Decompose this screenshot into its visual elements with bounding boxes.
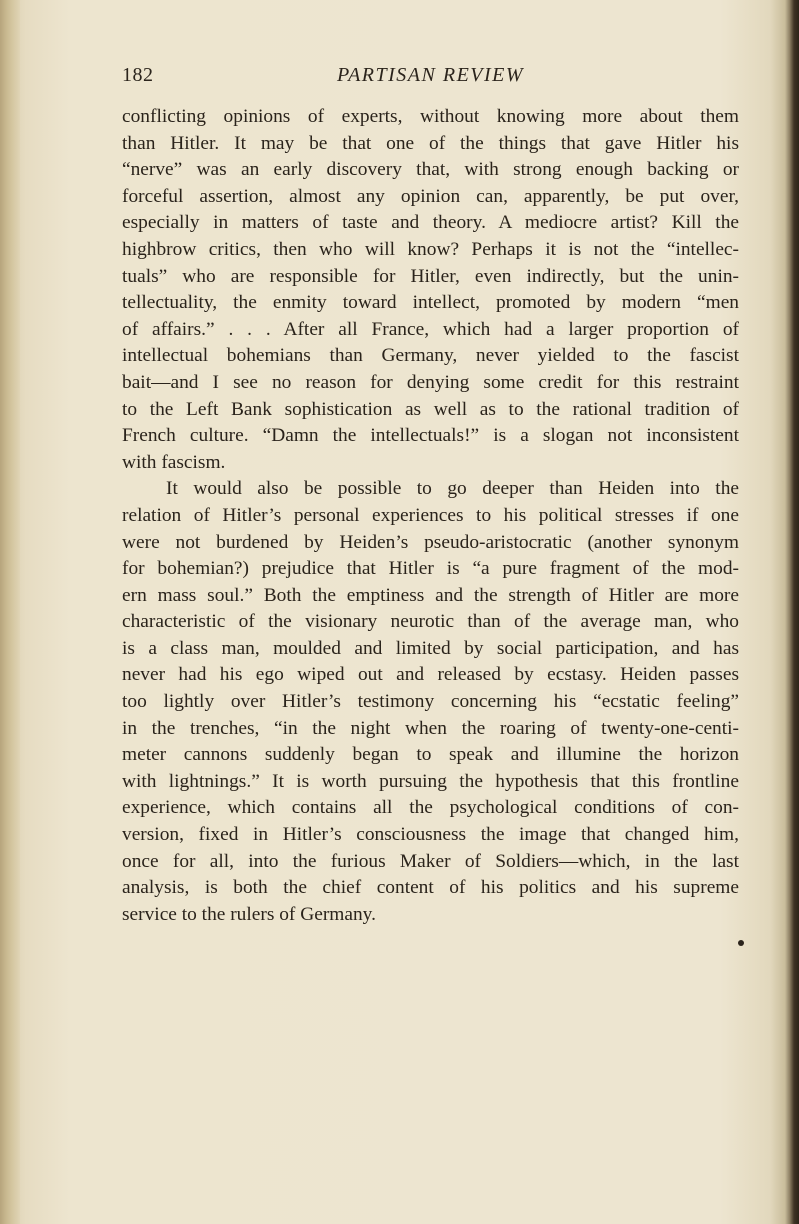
text-line: tellectuality, the enmity toward intellect, promoted by modern “men [122,292,739,314]
text-line: relation of Hitler’s personal experiences to his political stresses if one [122,504,739,526]
text-line: never had his ego wiped out and released by ecstasy. Heiden passes [122,664,739,686]
text-line: forceful assertion, almost any opinion can, apparently, be put over, [122,185,739,207]
text-line: analysis, is both the chief content of his politics and his supreme [122,877,739,899]
text-line: to the Left Bank sophistication as well as to the rational tradition of [122,398,739,420]
text-line: especially in matters of taste and theory. A mediocre artist? Kill the [122,212,739,234]
text-line: with lightnings.” It is worth pursuing the hypothesis that this frontline [122,770,739,792]
paragraph [122,476,739,928]
paragraph [122,104,739,476]
text-line: highbrow critics, then who will know? Perhaps it is not the “intellec- [122,238,739,260]
ink-smudge [738,940,744,946]
text-line: were not burdened by Heiden’s pseudo-aristocratic (another synonym [122,531,739,553]
text-line: too lightly over Hitler’s testimony concerning his “ecstatic feeling” [122,691,739,713]
binding-gutter [0,0,20,1224]
text-line: French culture. “Damn the intellectuals!” is a slogan not inconsistent [122,425,739,447]
text-line: conflicting opinions of experts, without knowing more about them [122,106,739,127]
text-line: service to the rulers of Germany. [122,903,376,925]
text-line: in the trenches, “in the night when the roaring of twenty-one-centi- [122,717,739,739]
text-line: experience, which contains all the psychological conditions of con- [122,797,739,819]
page-edge-shadow [789,0,799,1224]
text-line: version, fixed in Hitler’s consciousness the image that changed him, [122,824,739,846]
text-line: intellectual bohemians than Germany, never yielded to the fascist [122,345,739,367]
text-line: meter cannons suddenly began to speak and illumine the horizon [122,744,739,766]
text-line: characteristic of the visionary neurotic than of the average man, who [122,611,739,633]
text-line: “nerve” was an early discovery that, with strong enough backing or [122,159,739,181]
text-line: tuals” who are responsible for Hitler, even indirectly, but the unin- [122,265,739,287]
text-line: once for all, into the furious Maker of Soldiers—which, in the last [122,850,739,872]
text-line: than Hitler. It may be that one of the things that gave Hitler his [122,132,739,154]
text-line: ern mass soul.” Both the emptiness and the strength of Hitler are more [122,584,739,606]
running-head [122,62,739,92]
text-line: for bohemian?) prejudice that Hitler is “a pure fragment of the mod- [122,558,739,580]
text-line: with fascism. [122,451,226,473]
journal-title: PARTISAN REVIEW [336,64,525,86]
text-line: It would also be possible to go deeper than Heiden into the [166,478,739,500]
article-body [122,104,739,928]
text-line: is a class man, moulded and limited by social participation, and has [122,637,739,659]
page-number: 182 [122,64,154,86]
text-line: bait—and I see no reason for denying some credit for this restraint [122,371,739,393]
text-line: of affairs.” . . . After all France, which had a larger proportion of [122,318,739,340]
